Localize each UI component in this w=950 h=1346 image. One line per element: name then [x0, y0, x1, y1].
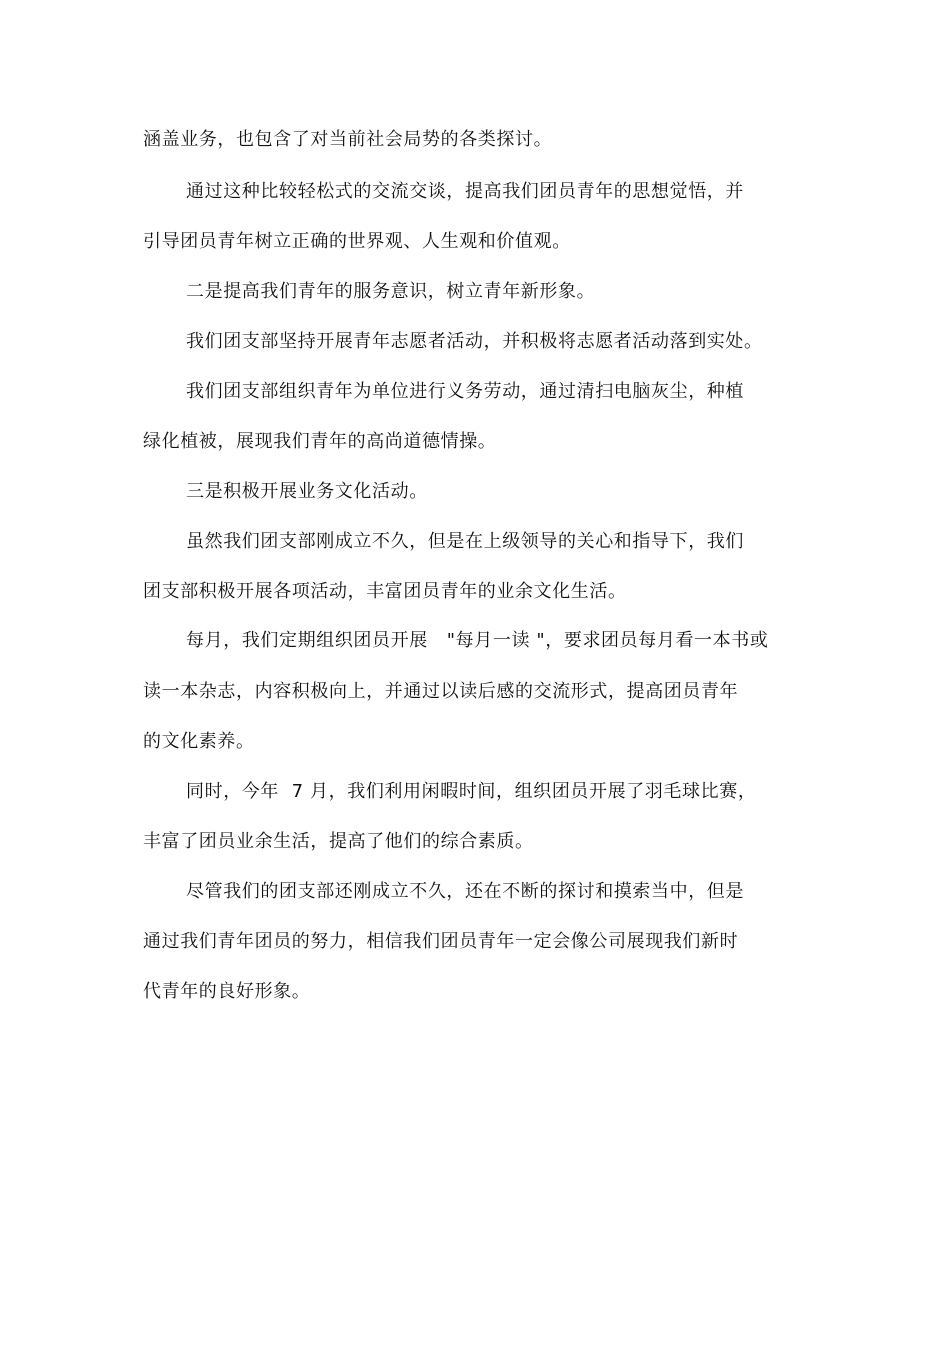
- paragraph-line: 二是提高我们青年的服务意识，树立青年新形象。: [186, 281, 596, 302]
- paragraph-line: 团支部积极开展各项活动，丰富团员青年的业余文化生活。: [143, 581, 627, 602]
- paragraph-line: 丰富了团员业余生活，提高了他们的综合素质。: [143, 831, 534, 852]
- paragraph-line: 通过这种比较轻松式的交流交谈，提高我们团员青年的思想觉悟，并: [186, 181, 744, 202]
- paragraph-line: 每月，我们定期组织团员开展 "每月一读 "，要求团员每月看一本书或: [186, 630, 769, 651]
- paragraph-line: 通过我们青年团员的努力，相信我们团员青年一定会像公司展现我们新时: [143, 931, 739, 952]
- paragraph-line: 绿化植被，展现我们青年的高尚道德情操。: [143, 431, 497, 452]
- paragraph-line: 涵盖业务，也包含了对当前社会局势的各类探讨。: [143, 129, 553, 150]
- paragraph-line: 三是积极开展业务文化活动。: [186, 481, 428, 502]
- paragraph-line: 我们团支部坚持开展青年志愿者活动，并积极将志愿者活动落到实处。: [186, 331, 763, 352]
- paragraph-line: 尽管我们的团支部还刚成立不久，还在不断的探讨和摸索当中，但是: [186, 881, 744, 902]
- paragraph-line: 我们团支部组织青年为单位进行义务劳动，通过清扫电脑灰尘，种植: [186, 381, 744, 402]
- paragraph-line: 代青年的良好形象。: [143, 981, 311, 1002]
- paragraph-line: 的文化素养。: [143, 731, 255, 752]
- paragraph-line: 引导团员青年树立正确的世界观、人生观和价值观。: [143, 231, 571, 252]
- paragraph-line: 同时，今年 7 月，我们利用闲暇时间，组织团员开展了羽毛球比赛，: [186, 781, 757, 802]
- paragraph-line: 虽然我们团支部刚成立不久，但是在上级领导的关心和指导下，我们: [186, 531, 744, 552]
- paragraph-line: 读一本杂志，内容积极向上，并通过以读后感的交流形式，提高团员青年: [143, 681, 739, 702]
